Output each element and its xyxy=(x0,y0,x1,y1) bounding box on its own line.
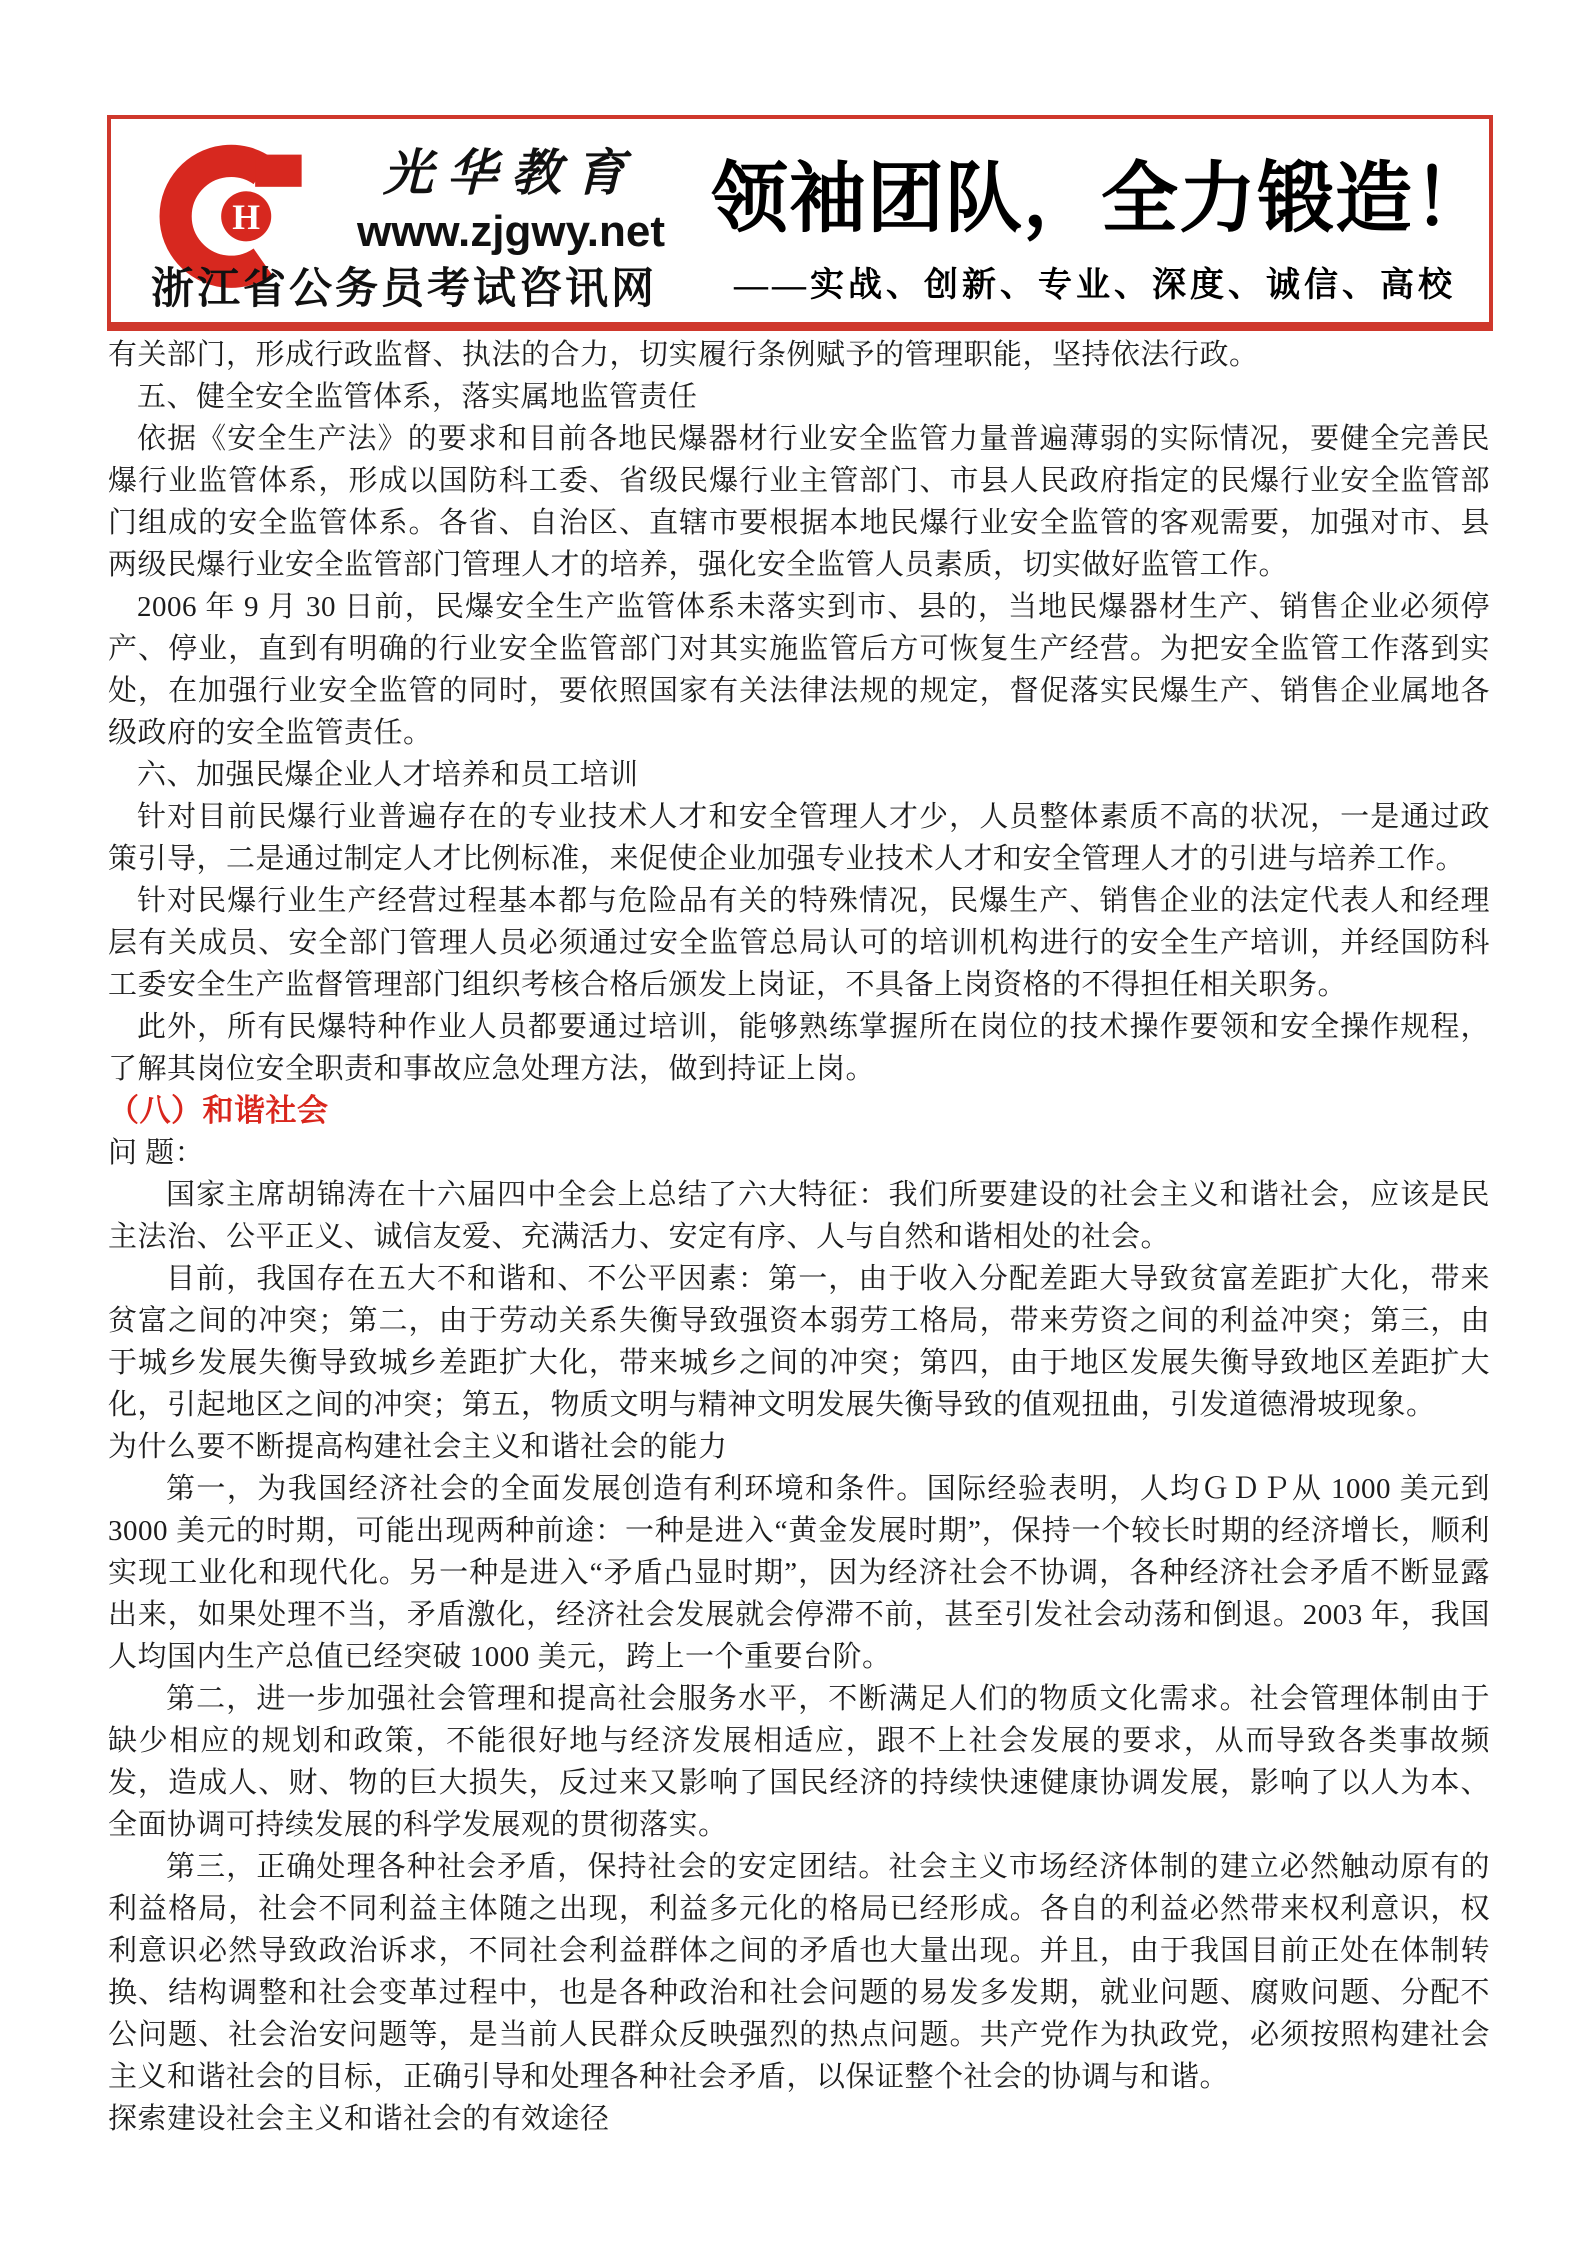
brand-block xyxy=(321,133,701,257)
section-heading: 五、健全安全监管体系，落实属地监管责任 xyxy=(137,381,698,413)
paragraph: 此外，所有民爆特种作业人员都要通过培训，能够熟练掌握所在岗位的技术操作要领和安全操作规程，了解其岗位安全职责和事故应急处理方法，做到持证上岗。 xyxy=(108,1011,1490,1085)
website-url: www.zjgwy.net xyxy=(356,207,666,256)
paragraph: 依据《安全生产法》的要求和目前各地民爆器材行业安全监管力量普遍薄弱的实际情况，要健全完善民爆行业监管体系，形成以国防科工委、省级民爆行业主管部门、市县人民政府指定的民爆行业安全监管部门组成的安全监管体系。各省、自治区、直辖市要根据本地民爆行业安全监管的客观需要，加强对市、县两级民爆行业安全监管部门管理人才的培养，强化安全监管人员素质，切实做好监管工作。 xyxy=(108,423,1490,581)
header-left-section xyxy=(111,119,711,322)
sub-heading: 为什么要不断提高构建社会主义和谐社会的能力 xyxy=(108,1431,728,1463)
paragraph: 有关部门，形成行政监督、执法的合力，切实履行条例赋予的管理职能，坚持依法行政。 xyxy=(108,339,1259,371)
slogan-sub: ——实战、创新、专业、深度、诚信、高校 xyxy=(734,267,1456,304)
header-banner xyxy=(107,115,1493,331)
site-name: 浙江省公务员考试咨讯网 xyxy=(151,266,657,313)
paragraph: 目前，我国存在五大不和谐和、不公平因素：第一，由于收入分配差距大导致贫富差距扩大化，带来贫富之间的冲突；第二，由于劳动关系失衡导致强资本弱劳工格局，带来劳资之间的利益冲突；第三，由于城乡发展失衡导致城乡差距扩大化，带来城乡之间的冲突；第四，由于地区发展失衡导致地区差距扩大化，引起地区之间的冲突；第五，物质文明与精神文明发展失衡导致的值观扭曲，引发道德滑坡现象。 xyxy=(108,1263,1490,1421)
red-section-heading: （八）和谐社会 xyxy=(108,1093,329,1128)
paragraph: 针对目前民爆行业普遍存在的专业技术人才和安全管理人才少，人员整体素质不高的状况，一是通过政策引导，二是通过制定人才比例标准，来促使企业加强专业技术人才和安全管理人才的引进与培养工作。 xyxy=(108,801,1490,875)
paragraph: 国家主席胡锦涛在十六届四中全会上总结了六大特征：我们所要建设的社会主义和谐社会，应该是民主法治、公平正义、诚信友爱、充满活力、安定有序、人与自然和谐相处的社会。 xyxy=(108,1179,1490,1253)
header-right-section xyxy=(711,119,1489,322)
logo-monogram: H xyxy=(232,196,261,237)
question-label: 问 题： xyxy=(108,1137,205,1169)
slogan-main: 领袖团队，全力锻造！ xyxy=(711,156,1491,242)
paragraph: 第三，正确处理各种社会矛盾，保持社会的安定团结。社会主义市场经济体制的建立必然触动原有的利益格局，社会不同利益主体随之出现，利益多元化的格局已经形成。各自的利益必然带来权利意识，权利意识必然导致政治诉求，不同社会利益群体之间的矛盾也大量出现。并且，由于我国目前正处在体制转换、结构调整和社会变革过程中，也是各种政治和社会问题的易发多发期，就业问题、腐败问题、分配不公问题、社会治安问题等，是当前人民群众反映强烈的热点问题。共产党作为执政党，必须按照构建社会主义和谐社会的目标，正确引导和处理各种社会矛盾，以保证整个社会的协调与和谐。 xyxy=(108,1851,1490,2093)
section-heading: 六、加强民爆企业人才培养和员工培训 xyxy=(137,759,639,791)
paragraph: 针对民爆行业生产经营过程基本都与危险品有关的特殊情况，民爆生产、销售企业的法定代表人和经理层有关成员、安全部门管理人员必须通过安全监管总局认可的培训机构进行的安全生产培训，并经国防科工委安全生产监督管理部门组织考核合格后颁发上岗证，不具备上岗资格的不得担任相关职务。 xyxy=(108,885,1490,1001)
brand-name: 光华教育 xyxy=(383,145,639,201)
paragraph: 2006 年 9 月 30 日前，民爆安全生产监管体系未落实到市、县的，当地民爆器材生产、销售企业必须停产、停业，直到有明确的行业安全监管部门对其实施监管后方可恢复生产经营。为把安全监管工作落到实处，在加强行业安全监管的同时，要依照国家有关法律法规的规定，督促落实民爆生产、销售企业属地各级政府的安全监管责任。 xyxy=(108,591,1490,749)
paragraph: 第二，进一步加强社会管理和提高社会服务水平，不断满足人们的物质文化需求。社会管理体制由于缺少相应的规划和政策，不能很好地与经济发展相适应，跟不上社会发展的要求，从而导致各类事故频发，造成人、财、物的巨大损失，反过来又影响了国民经济的持续快速健康协调发展，影响了以人为本、全面协调可持续发展的科学发展观的贯彻落实。 xyxy=(108,1683,1490,1841)
sub-heading: 探索建设社会主义和谐社会的有效途径 xyxy=(108,2103,610,2135)
paragraph: 第一，为我国经济社会的全面发展创造有利环境和条件。国际经验表明，人均ＧＤＰ从 1000 美元到 3000 美元的时期，可能出现两种前途：一种是进入“黄金发展时期”，保持一个较长时期的经济增长，顺利实现工业化和现代化。另一种是进入“矛盾凸显时期”，因为经济社会不协调，各种经济社会矛盾不断显露出来，如果处理不当，矛盾激化，经济社会发展就会停滞不前，甚至引发社会动荡和倒退。2003 年，我国人均国内生产总值已经突破 1000 美元，跨上一个重要台阶。 xyxy=(108,1473,1490,1673)
document-body xyxy=(108,334,1490,2140)
